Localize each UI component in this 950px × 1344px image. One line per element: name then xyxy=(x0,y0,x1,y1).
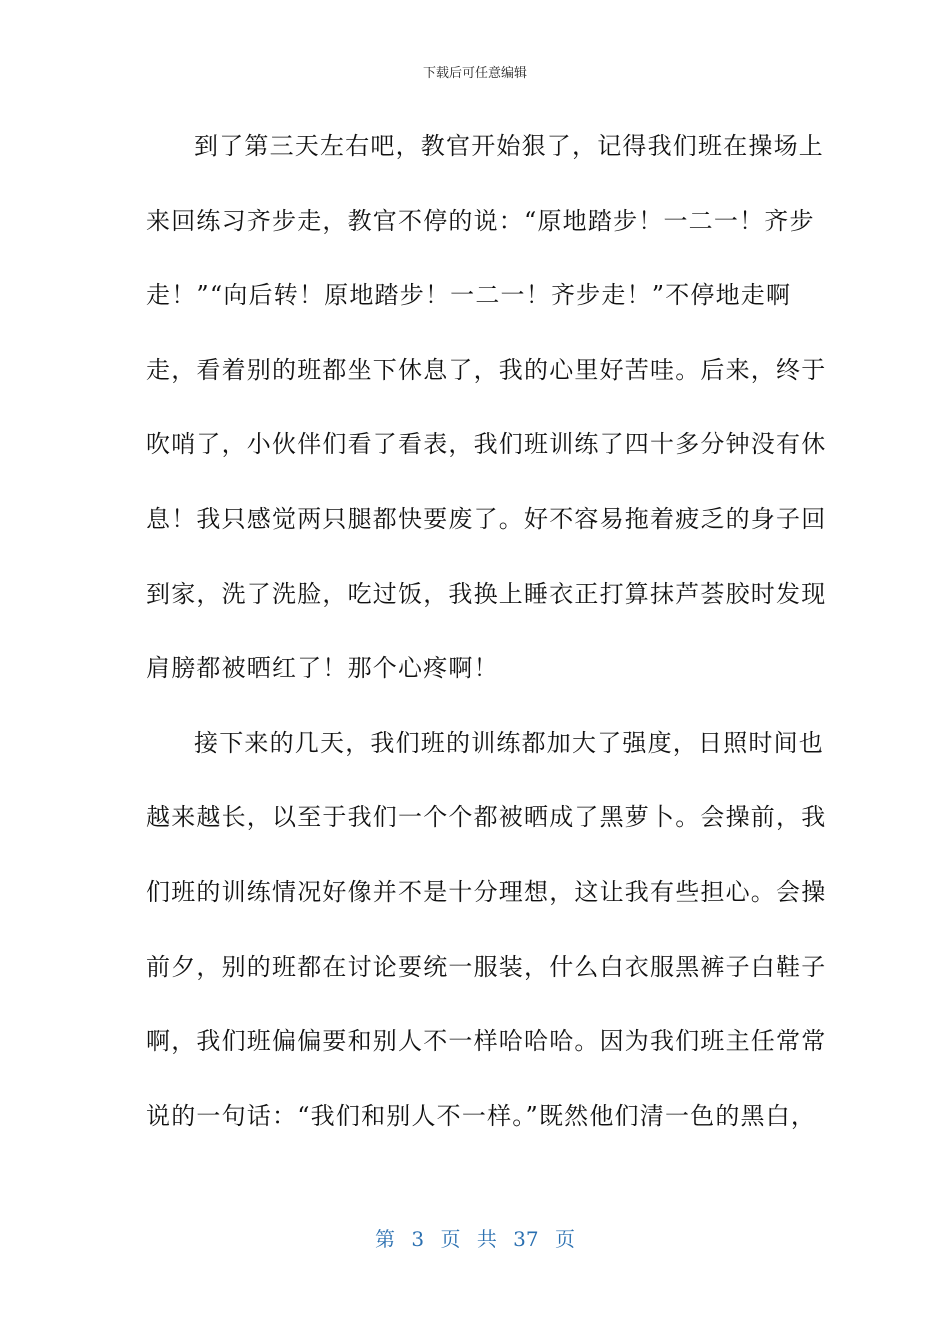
paragraph-line: 到了第三天左右吧，教官开始狠了，记得我们班在操场上 xyxy=(194,132,824,160)
paragraph-line: 说的一句话：“我们和别人不一样。”既然他们清一色的黑白， xyxy=(146,1101,817,1130)
paragraph-line: 来回练习齐步走，教官不停的说：“原地踏步！一二一！齐步 xyxy=(146,206,815,235)
paragraph-line: 啊，我们班偏偏要和别人不一样哈哈哈。因为我们班主任常常 xyxy=(146,1027,827,1056)
total-pages-number: 37 xyxy=(513,1227,539,1251)
paragraph-line: 越来越长，以至于我们一个个都被晒成了黑萝卜。会操前，我 xyxy=(146,803,827,832)
page-footer xyxy=(0,1226,950,1252)
total-unit-label: 页 xyxy=(554,1227,575,1251)
current-page-number: 3 xyxy=(411,1227,425,1251)
page-unit-label: 页 xyxy=(440,1227,461,1251)
paragraph-line: 到家，洗了洗脸，吃过饭，我换上睡衣正打算抹芦荟胶时发现 xyxy=(146,579,827,608)
paragraph-line: 肩膀都被晒红了！那个心疼啊！ xyxy=(146,654,499,683)
page-label: 第 xyxy=(375,1227,395,1251)
total-label: 共 xyxy=(476,1227,497,1251)
page-header: 下载后可任意编辑 xyxy=(422,66,527,81)
document-body xyxy=(146,120,827,1164)
paragraph-line: 前夕，别的班都在讨论要统一服装，什么白衣服黑裤子白鞋子 xyxy=(146,952,827,981)
paragraph-line: 走！”“向后转！原地踏步！一二一！齐步走！”不停地走啊 xyxy=(146,281,792,310)
paragraph-line: 们班的训练情况好像并不是十分理想，这让我有些担心。会操 xyxy=(146,877,827,906)
paragraph-line: 息！我只感觉两只腿都快要废了。好不容易拖着疲乏的身子回 xyxy=(146,504,827,533)
paragraph-line: 走，看着别的班都坐下休息了，我的心里好苦哇。后来，终于 xyxy=(146,355,827,384)
paragraph-line: 吹哨了，小伙伴们看了看表，我们班训练了四十多分钟没有休 xyxy=(146,430,827,459)
paragraph-line: 接下来的几天，我们班的训练都加大了强度，日照时间也 xyxy=(194,728,824,757)
